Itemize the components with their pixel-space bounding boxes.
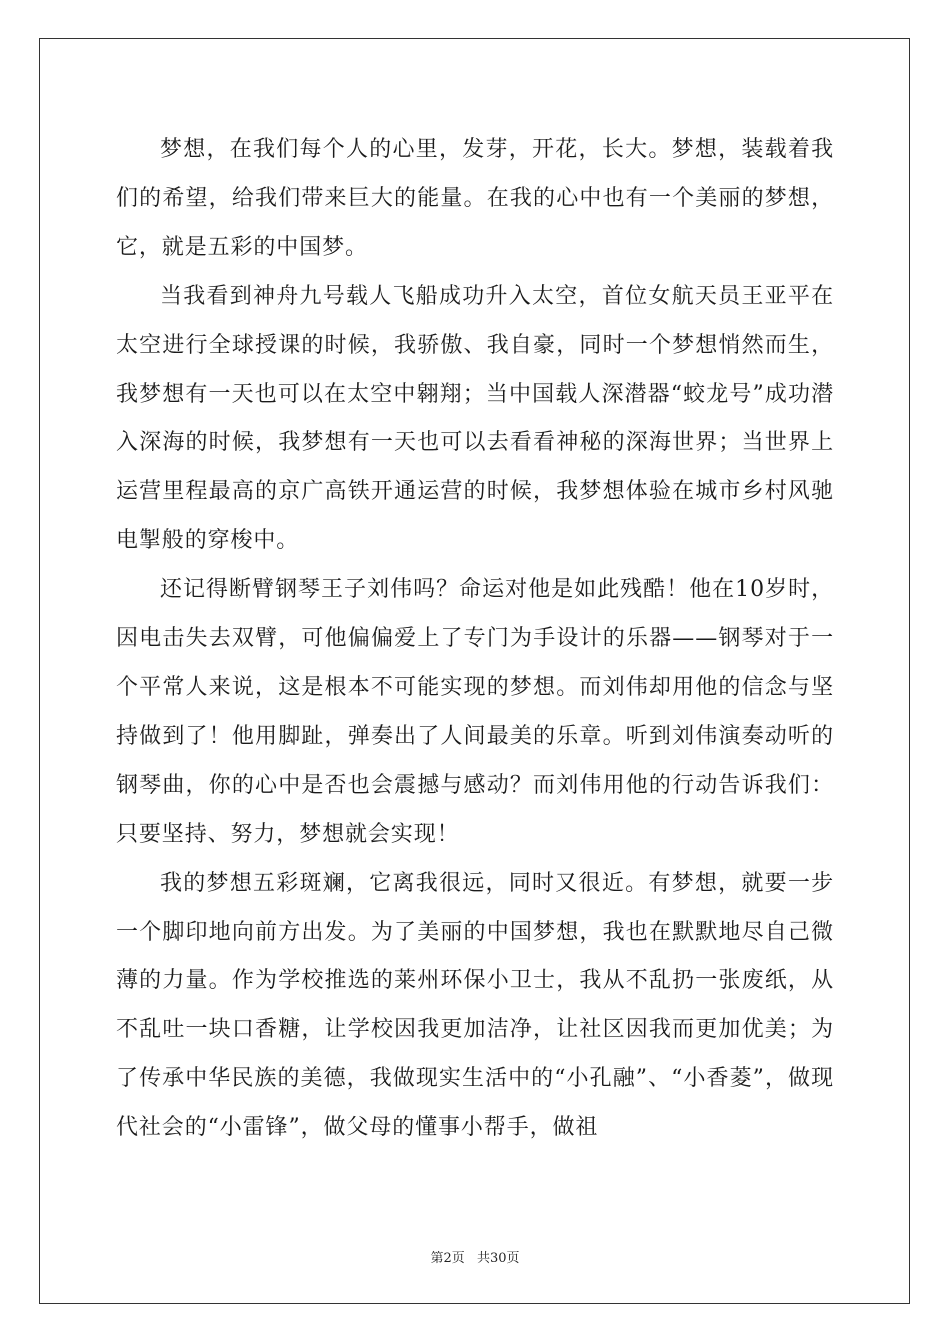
page-footer bbox=[0, 1247, 950, 1266]
total-pages: 共30页 bbox=[476, 1251, 520, 1266]
document-body bbox=[116, 126, 834, 1153]
paragraph-2: 当我看到神舟九号载人飞船成功升入太空，首位女航天员王亚平在太空进行全球授课的时候，我骄傲、我自豪，同时一个梦想悄然而生，我梦想有一天也可以在太空中翱翔；当中国载人深潜器“蛟龙号”成功潜入深海的时候，我梦想有一天也可以去看看神秘的深海世界；当世界上运营里程最高的京广高铁开通运营的时候，我梦想体验在城市乡村风驰电掣般的穿梭中。 bbox=[116, 283, 834, 554]
page-number: 第2页 bbox=[430, 1251, 465, 1266]
paragraph-4: 我的梦想五彩斑斓，它离我很远，同时又很近。有梦想，就要一步一个脚印地向前方出发。为了美丽的中国梦想，我也在默默地尽自己微薄的力量。作为学校推选的莱州环保小卫士，我从不乱扔一张废纸，从不乱吐一块口香糖，让学校因我更加洁净，让社区因我而更加优美；为了传承中华民族的美德，我做现实生活中的“小孔融”、“小香菱”，做现代社会的“小雷锋”，做父母的懂事小帮手，做祖 bbox=[116, 870, 834, 1141]
paragraph-1: 梦想，在我们每个人的心里，发芽，开花，长大。梦想，装载着我们的希望，给我们带来巨大的能量。在我的心中也有一个美丽的梦想，它，就是五彩的中国梦。 bbox=[116, 137, 834, 260]
paragraph-3: 还记得断臂钢琴王子刘伟吗？命运对他是如此残酷！他在10岁时，因电击失去双臂，可他偏偏爱上了专门为手设计的乐器——钢琴对于一个平常人来说，这是根本不可能实现的梦想。而刘伟却用他的信念与坚持做到了！他用脚趾，弹奏出了人间最美的乐章。听到刘伟演奏动听的钢琴曲，你的心中是否也会震撼与感动？而刘伟用他的行动告诉我们：只要坚持、努力，梦想就会实现！ bbox=[116, 577, 834, 847]
